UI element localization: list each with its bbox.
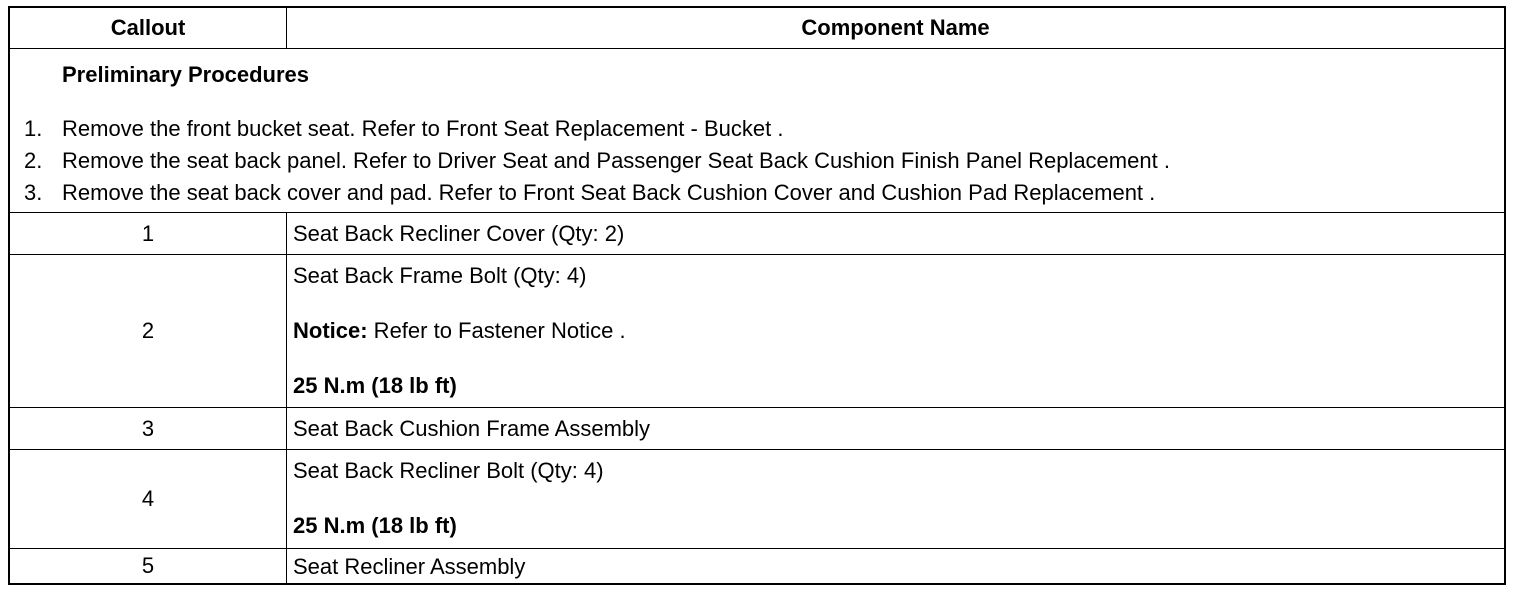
component-name: Seat Back Recliner Cover (Qty: 2) <box>293 221 625 246</box>
callout-number: 5 <box>141 553 155 578</box>
component-name-cell <box>293 213 1498 254</box>
callout-number: 4 <box>141 486 155 511</box>
table-row <box>10 407 1504 449</box>
preliminary-procedures-section <box>10 48 1504 212</box>
procedure-step <box>24 116 783 142</box>
table-row <box>10 212 1504 254</box>
procedure-step <box>24 180 1155 206</box>
component-name: Seat Back Frame Bolt (Qty: 4) <box>293 263 587 288</box>
notice-text: Refer to Fastener Notice . <box>367 318 626 343</box>
callout-number: 1 <box>141 220 155 246</box>
parts-table <box>8 6 1506 585</box>
step-text: Remove the seat back cover and pad. Refer to Front Seat Back Cushion Cover and Cushion Pad Replacement . <box>62 180 1156 205</box>
step-number: 1. <box>24 116 43 141</box>
component-name: Seat Recliner Assembly <box>293 554 526 579</box>
step-text: Remove the seat back panel. Refer to Driver Seat and Passenger Seat Back Cushion Finish Panel Replacement . <box>62 148 1170 173</box>
column-divider <box>286 213 287 255</box>
column-divider <box>286 255 287 408</box>
step-number: 2. <box>24 148 43 173</box>
torque-spec: 25 N.m (18 lb ft) <box>293 513 457 538</box>
table-row <box>10 254 1504 407</box>
column-divider <box>286 8 287 48</box>
table-header-row <box>10 8 1504 48</box>
component-name-cell <box>293 255 1498 407</box>
component-name: Seat Back Cushion Frame Assembly <box>293 416 651 441</box>
torque-spec: 25 N.m (18 lb ft) <box>293 373 457 398</box>
table-row <box>10 449 1504 548</box>
component-name: Seat Back Recliner Bolt (Qty: 4) <box>293 458 604 483</box>
component-name-column-header: Component Name <box>801 15 990 40</box>
callout-number: 2 <box>141 318 155 343</box>
callout-column-header: Callout <box>110 15 186 40</box>
preliminary-procedures-title: Preliminary Procedures <box>62 62 310 87</box>
component-name-cell <box>293 450 1498 548</box>
step-number: 3. <box>24 180 43 205</box>
notice-line <box>293 318 626 344</box>
step-text: Remove the front bucket seat. Refer to Front Seat Replacement - Bucket . <box>62 116 784 141</box>
column-divider <box>286 549 287 584</box>
notice-label: Notice: <box>293 318 368 343</box>
component-name-cell <box>293 549 1498 583</box>
column-divider <box>286 408 287 450</box>
callout-number: 3 <box>141 415 155 441</box>
column-divider <box>286 450 287 549</box>
component-name-cell <box>293 408 1498 449</box>
table-row <box>10 548 1504 583</box>
procedure-step <box>24 148 1170 174</box>
